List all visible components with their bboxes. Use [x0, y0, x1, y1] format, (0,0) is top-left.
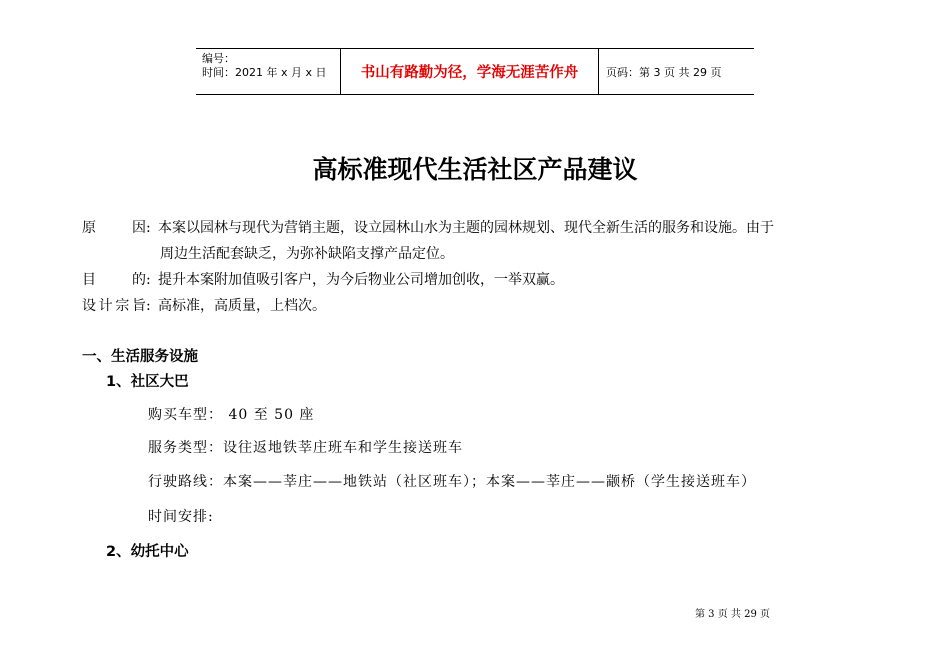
- header-page-info: 页码：第 3 页 共 29 页: [606, 65, 722, 79]
- time-label: 时间：2021 年 x 月 x 日: [202, 66, 327, 79]
- design-text: 高标准，高质量，上档次。: [158, 298, 326, 314]
- bus-route: 行驶路线：本案——莘庄——地铁站（社区班车）；本案——莘庄——颛桥（学生接送班车）: [148, 474, 756, 490]
- document-title: 高标准现代生活社区产品建议: [312, 155, 638, 184]
- header-meta: [196, 49, 340, 94]
- reason-text-2: 周边生活配套缺乏，为弥补缺陷支撑产品定位。: [160, 246, 454, 262]
- subsection-heading-bus: 1、社区大巴: [106, 374, 189, 390]
- bus-car-type: 购买车型： 40 至 50 座: [148, 407, 315, 423]
- page-header: [196, 48, 754, 95]
- reason-row: 原因: 本案以园林与现代为营销主题，设立园林山水为主题的园林规划、现代全新生活的服务和设施。由于: [82, 220, 774, 236]
- purpose-label: 目的: [82, 272, 146, 288]
- subsection-heading-nursery: 2、幼托中心: [106, 544, 189, 560]
- purpose-row: 目的: 提升本案附加值吸引客户，为今后物业公司增加创收，一举双赢。: [82, 272, 564, 288]
- code-label: 编号：: [202, 52, 235, 65]
- purpose-text: 提升本案附加值吸引客户，为今后物业公司增加创收，一举双赢。: [158, 272, 564, 288]
- bus-schedule: 时间安排:: [148, 509, 214, 525]
- design-row: 设计宗旨: 高标准，高质量，上档次。: [82, 298, 326, 314]
- page-footer: 第 3 页 共 29 页: [695, 609, 770, 620]
- bus-service-type: 服务类型：设往返地铁莘庄班车和学生接送班车: [148, 440, 463, 456]
- section-heading-services: 一、生活服务设施: [82, 349, 198, 365]
- header-motto: 书山有路勤为径，学海无涯苦作舟: [340, 49, 599, 94]
- reason-label: 原因: [82, 220, 146, 236]
- design-label: 设计宗旨: [82, 298, 146, 314]
- reason-text-1: 本案以园林与现代为营销主题，设立园林山水为主题的园林规划、现代全新生活的服务和设施。由于: [158, 220, 774, 236]
